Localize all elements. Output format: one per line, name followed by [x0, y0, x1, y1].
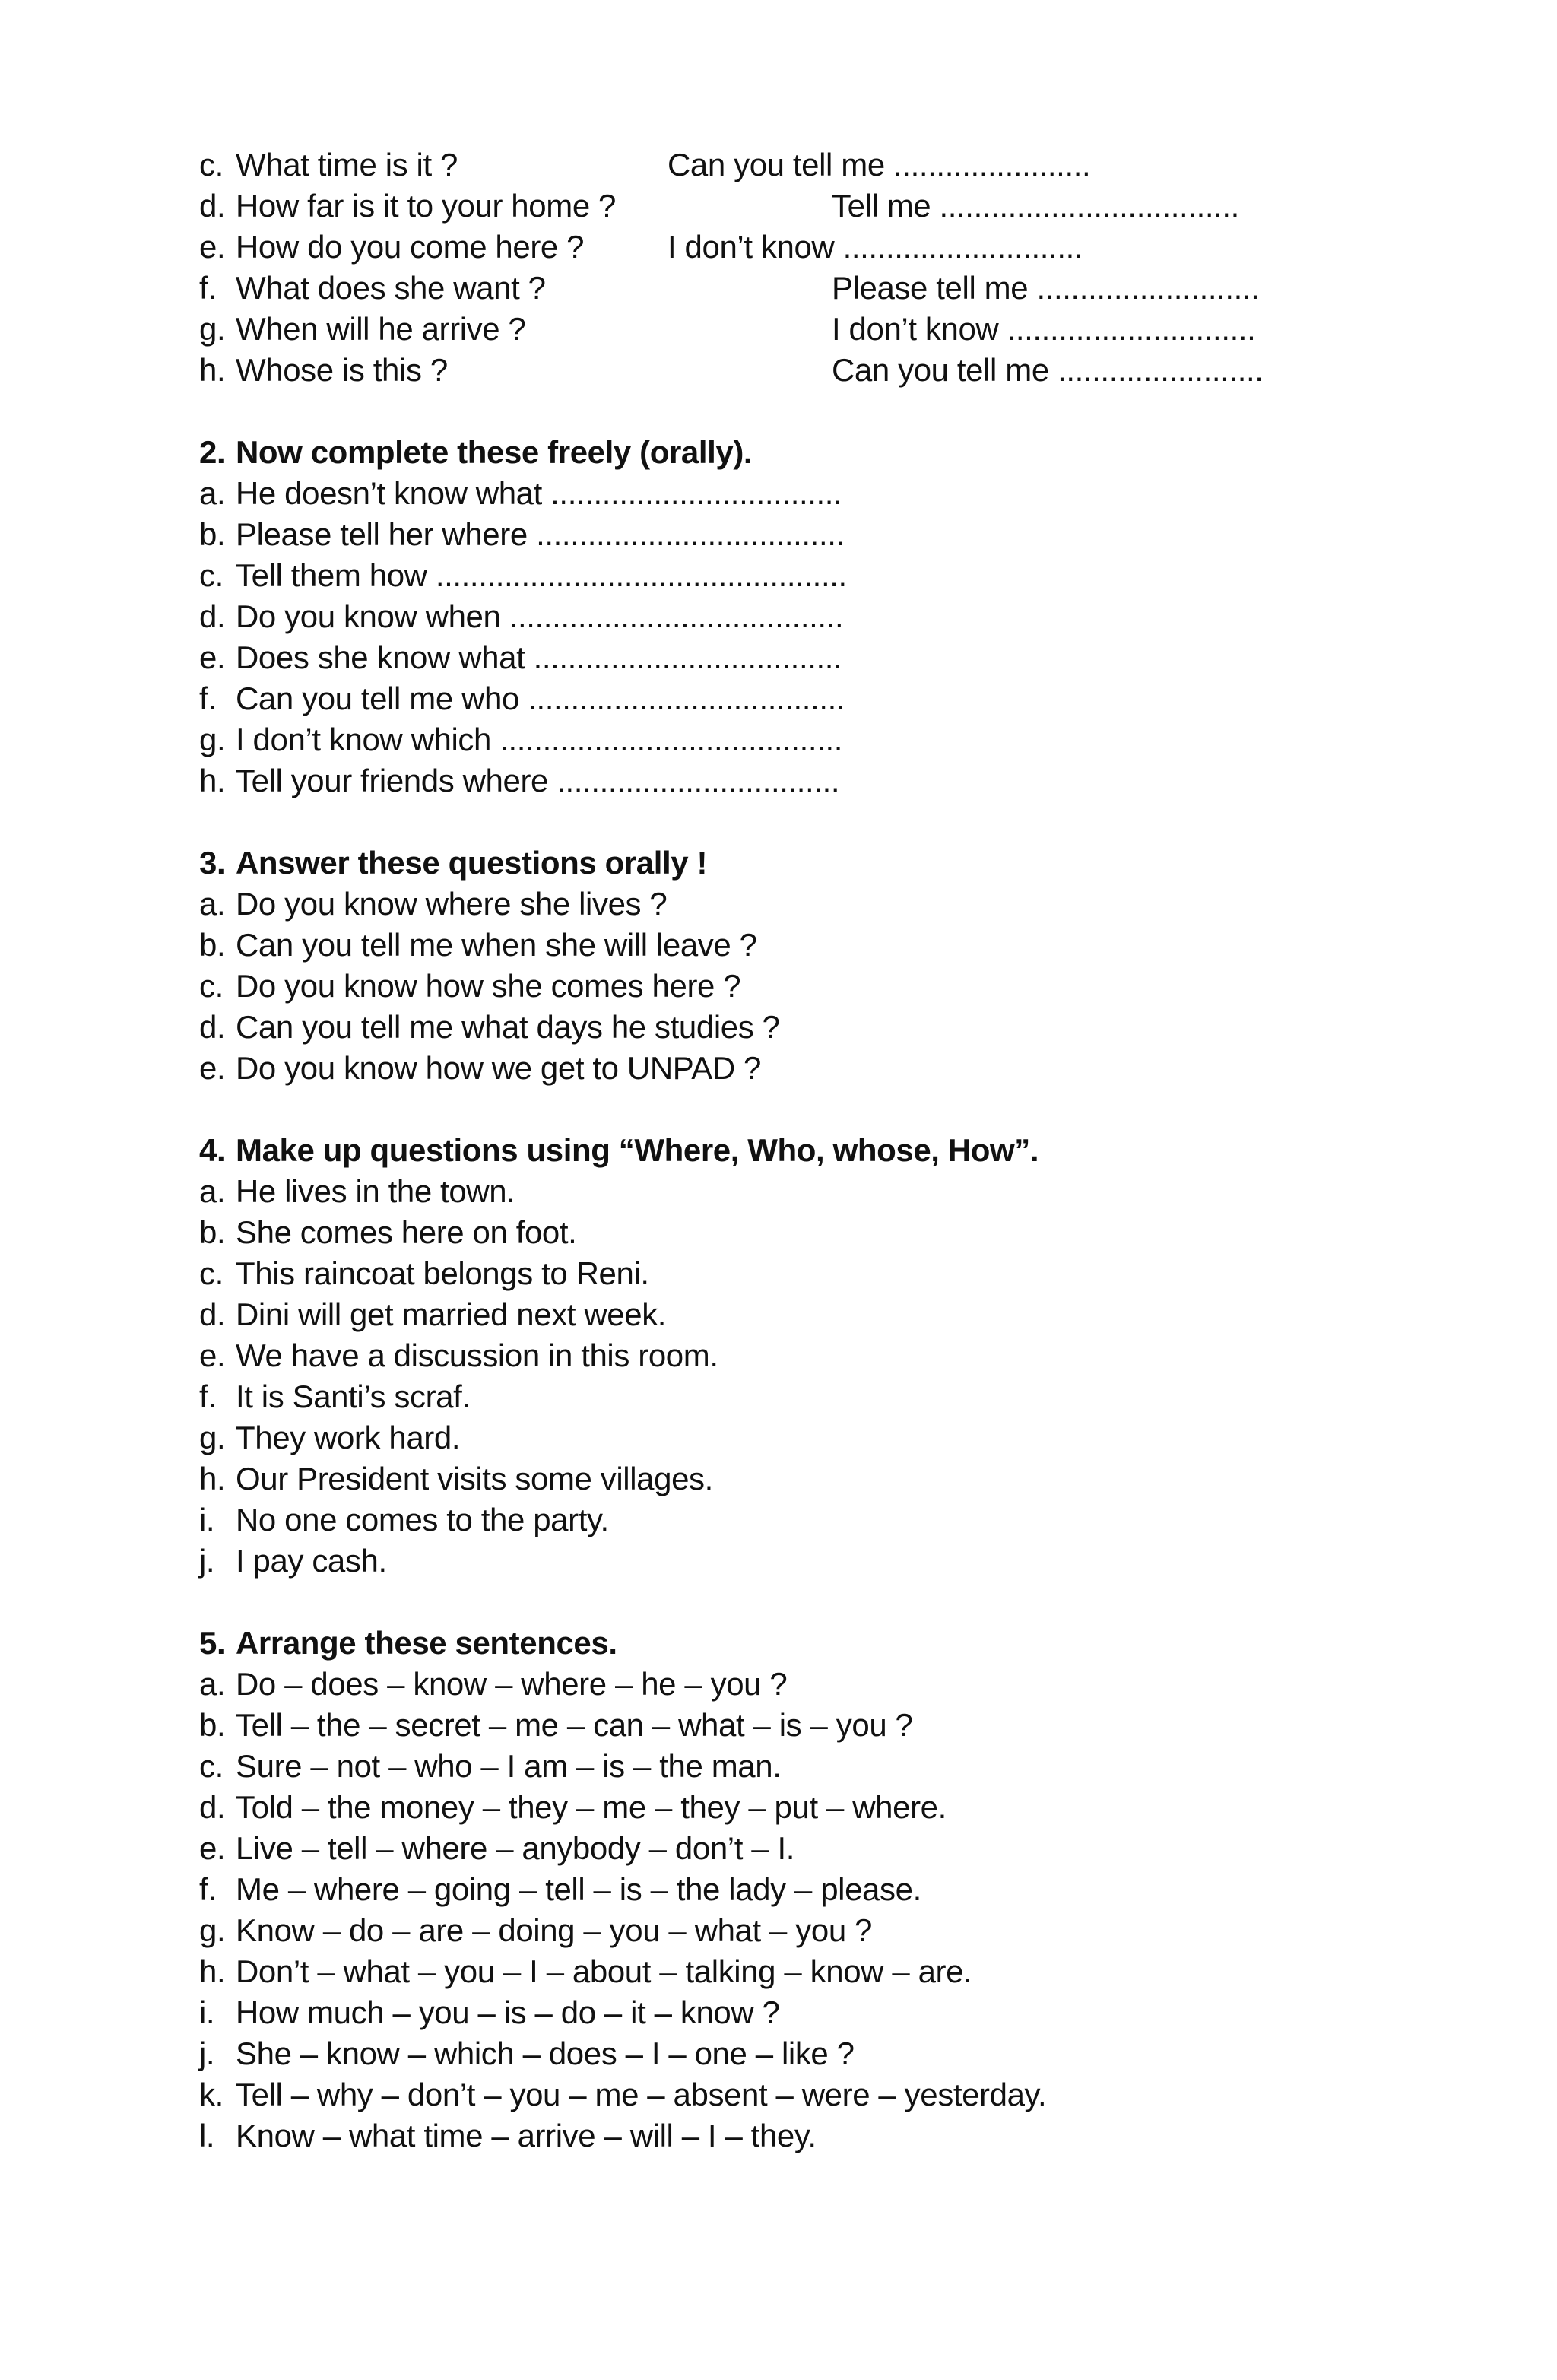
section4-item	[199, 1171, 515, 1212]
item-marker: c.	[199, 557, 224, 593]
section5-item	[199, 1951, 972, 1992]
section1-item	[199, 144, 1091, 186]
item-text: Do you know where she lives ?	[236, 886, 668, 922]
item-marker: h.	[199, 1461, 226, 1496]
item-marker: b.	[199, 516, 226, 552]
item-text: Know – what time – arrive – will – I – they.	[236, 2118, 817, 2153]
section3-item	[199, 1048, 761, 1089]
item-marker: e.	[199, 1830, 226, 1866]
item-marker: f.	[199, 681, 217, 716]
section5-item	[199, 1787, 947, 1828]
item-marker: h.	[199, 352, 226, 388]
section2-item	[199, 637, 842, 678]
item-marker: f.	[199, 270, 217, 306]
question-text: How do you come here ?	[236, 229, 585, 265]
section4-item	[199, 1335, 718, 1376]
section5-item	[199, 1910, 872, 1951]
section2-item	[199, 678, 845, 719]
item-marker: l.	[199, 2118, 215, 2153]
item-marker: e.	[199, 1050, 226, 1086]
section5-item	[199, 1705, 913, 1746]
question-text: When will he arrive ?	[236, 311, 526, 347]
item-text: This raincoat belongs to Reni.	[236, 1255, 649, 1291]
section4-item	[199, 1458, 713, 1499]
item-text: Can you tell me when she will leave ?	[236, 927, 757, 963]
item-marker: k.	[199, 2077, 224, 2112]
item-text: We have a discussion in this room.	[236, 1338, 718, 1373]
prompt-text: I don’t know .............................	[832, 311, 1256, 347]
item-marker: d.	[199, 1009, 226, 1045]
item-text: Can you tell me what days he studies ?	[236, 1009, 780, 1045]
item-marker: h.	[199, 763, 226, 798]
item-text: Do you know when .......................................	[236, 598, 844, 634]
item-marker: b.	[199, 1707, 226, 1743]
item-text: Do – does – know – where – he – you ?	[236, 1666, 788, 1702]
section2-item	[199, 514, 845, 555]
item-marker: d.	[199, 188, 226, 224]
item-marker: g.	[199, 722, 226, 757]
item-text: Me – where – going – tell – is – the lady – please.	[236, 1871, 921, 1907]
section5-item	[199, 1869, 921, 1910]
item-marker: f.	[199, 1379, 217, 1414]
section2-item	[199, 719, 842, 760]
item-text: Please tell her where ....................................	[236, 516, 845, 552]
item-text: She comes here on foot.	[236, 1214, 577, 1250]
item-text: Do you know how we get to UNPAD ?	[236, 1050, 762, 1086]
item-text: Tell them how ................................................	[236, 557, 847, 593]
item-text: She – know – which – does – I – one – like ?	[236, 2036, 855, 2071]
section2-item	[199, 596, 843, 637]
section2-item	[199, 473, 842, 514]
section4-item	[199, 1541, 387, 1582]
section1-item	[199, 227, 1083, 268]
item-text: He doesn’t know what ..................................	[236, 475, 842, 511]
item-marker: f.	[199, 1871, 217, 1907]
item-text: He lives in the town.	[236, 1173, 515, 1209]
item-marker: a.	[199, 1666, 226, 1702]
item-marker: d.	[199, 1296, 226, 1332]
section2-item	[199, 760, 839, 801]
item-marker: d.	[199, 1789, 226, 1825]
section-number: 3.	[199, 845, 226, 881]
item-marker: b.	[199, 1214, 226, 1250]
section2-heading	[199, 432, 752, 473]
item-text: No one comes to the party.	[236, 1502, 609, 1537]
item-marker: j.	[199, 1543, 215, 1579]
item-text: Live – tell – where – anybody – don’t – I.	[236, 1830, 795, 1866]
section5-item	[199, 2033, 855, 2074]
item-text: Our President visits some villages.	[236, 1461, 713, 1496]
section-number: 5.	[199, 1625, 226, 1661]
item-text: Tell – the – secret – me – can – what – is – you ?	[236, 1707, 913, 1743]
item-marker: b.	[199, 927, 226, 963]
prompt-text: I don’t know ............................	[668, 229, 1083, 265]
section1-item	[199, 186, 1239, 227]
section5-item	[199, 2074, 1046, 2115]
item-marker: e.	[199, 1338, 226, 1373]
item-text: Tell your friends where .................................	[236, 763, 840, 798]
item-marker: i.	[199, 1502, 215, 1537]
item-marker: d.	[199, 598, 226, 634]
section5-item	[199, 2115, 817, 2156]
section-title: Now complete these freely (orally).	[236, 434, 753, 470]
section5-heading	[199, 1623, 617, 1664]
section1-item	[199, 268, 1260, 309]
prompt-text: Tell me ...................................	[832, 188, 1239, 224]
section3-item	[199, 884, 667, 925]
section4-item	[199, 1253, 649, 1294]
item-marker: c.	[199, 1748, 224, 1784]
item-marker: i.	[199, 1994, 215, 2030]
item-text: Can you tell me who .....................................	[236, 681, 845, 716]
item-text: They work hard.	[236, 1420, 461, 1455]
section3-item	[199, 925, 757, 966]
section2-item	[199, 555, 847, 596]
item-marker: c.	[199, 147, 224, 182]
prompt-text: Can you tell me .......................	[668, 147, 1091, 182]
section5-item	[199, 1746, 781, 1787]
section-number: 2.	[199, 434, 226, 470]
question-text: Whose is this ?	[236, 352, 448, 388]
section4-heading	[199, 1130, 1039, 1171]
section4-item	[199, 1417, 460, 1458]
section4-item	[199, 1499, 609, 1541]
section1-item	[199, 350, 1264, 391]
item-text: Dini will get married next week.	[236, 1296, 667, 1332]
item-marker: c.	[199, 1255, 224, 1291]
item-marker: a.	[199, 1173, 226, 1209]
section3-item	[199, 966, 740, 1007]
section1-item	[199, 309, 1256, 350]
item-marker: j.	[199, 2036, 215, 2071]
question-text: How far is it to your home ?	[236, 188, 616, 224]
item-marker: c.	[199, 968, 224, 1004]
item-text: Know – do – are – doing – you – what – you ?	[236, 1912, 873, 1948]
section5-item	[199, 1992, 780, 2033]
item-text: Sure – not – who – I am – is – the man.	[236, 1748, 782, 1784]
section-title: Arrange these sentences.	[236, 1625, 617, 1661]
item-text: Tell – why – don’t – you – me – absent – were – yesterday.	[236, 2077, 1047, 2112]
item-text: I pay cash.	[236, 1543, 387, 1579]
item-marker: g.	[199, 1420, 226, 1455]
item-text: I don’t know which ........................................	[236, 722, 843, 757]
item-marker: e.	[199, 229, 226, 265]
section3-item	[199, 1007, 780, 1048]
question-text: What time is it ?	[236, 147, 458, 182]
section-title: Answer these questions orally !	[236, 845, 708, 881]
item-text: It is Santi’s scraf.	[236, 1379, 471, 1414]
section-title: Make up questions using “Where, Who, whose, How”.	[236, 1132, 1039, 1168]
item-marker: h.	[199, 1953, 226, 1989]
question-text: What does she want ?	[236, 270, 546, 306]
section3-heading	[199, 843, 707, 884]
item-marker: a.	[199, 475, 226, 511]
section5-item	[199, 1828, 794, 1869]
item-marker: g.	[199, 311, 226, 347]
section4-item	[199, 1376, 471, 1417]
section4-item	[199, 1212, 576, 1253]
item-text: How much – you – is – do – it – know ?	[236, 1994, 780, 2030]
section-number: 4.	[199, 1132, 226, 1168]
item-marker: e.	[199, 639, 226, 675]
item-text: Do you know how she comes here ?	[236, 968, 741, 1004]
item-marker: g.	[199, 1912, 226, 1948]
item-text: Told – the money – they – me – they – put – where.	[236, 1789, 947, 1825]
item-text: Don’t – what – you – I – about – talking – know – are.	[236, 1953, 972, 1989]
section4-item	[199, 1294, 666, 1335]
item-text: Does she know what ....................................	[236, 639, 842, 675]
prompt-text: Can you tell me ........................	[832, 352, 1264, 388]
prompt-text: Please tell me ..........................	[832, 270, 1260, 306]
item-marker: a.	[199, 886, 226, 922]
section5-item	[199, 1664, 787, 1705]
